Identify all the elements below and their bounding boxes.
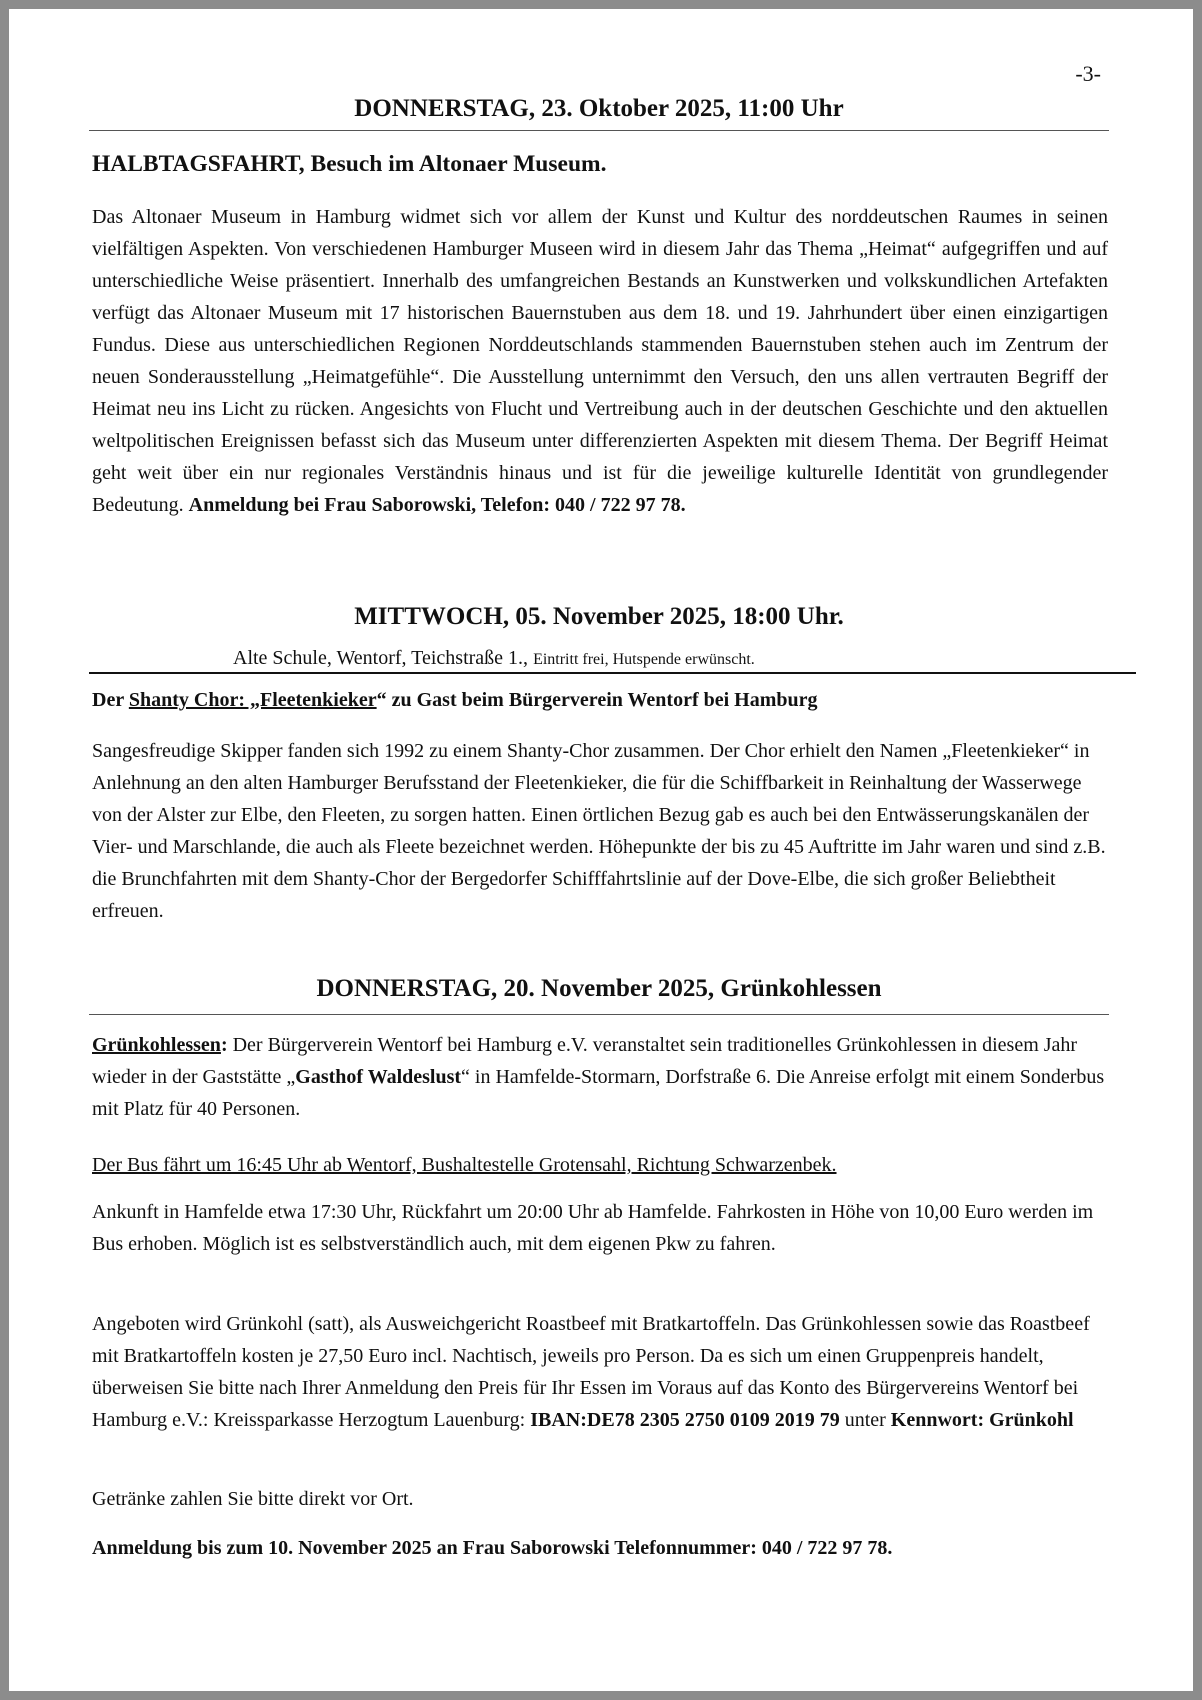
- event3-offer-text: Angeboten wird Grünkohl (satt), als Ausweichgericht Roastbeef mit Bratkartoffeln. Das Grünkohlessen sowie das Roastbeef mit Bratkartoffeln kosten je 27,50 Euro incl. Nachtisch, jeweils pro Person. Da es sich um einen Gruppenpreis handelt, überweisen Sie bitte nach Ihrer Anmeldung den Preis für Ihr Essen im Voraus auf das Konto des Bürgervereins Wentorf bei Hamburg e.V.: Kreissparkasse Herzogtum Lauenburg:: [92, 1313, 1090, 1431]
- event3-intro-colon: :: [220, 1034, 228, 1056]
- event2-title-choir: Shanty Chor: „Fleetenkieker: [128, 689, 377, 711]
- event1-registration: Anmeldung bei Frau Saborowski, Telefon: 040 / 722 97 78.: [188, 494, 686, 516]
- event3-iban: IBAN:DE78 2305 2750 0109 2019 79: [530, 1409, 840, 1431]
- event2-title-suffix: “ zu Gast beim Bürgerverein Wentorf bei Hamburg: [376, 689, 818, 711]
- event3-intro-label: Grünkohlessen: [92, 1034, 221, 1056]
- event3-offer: [92, 1308, 1108, 1436]
- event3-intro-text1: Der Bürgerverein Wentorf bei Hamburg e.V. veranstaltet sein traditionelles Grünkohlessen in diesem Jahr wieder in der Gaststätte „: [92, 1034, 1078, 1088]
- page-number: -3-: [1075, 61, 1101, 86]
- event1-body: [92, 201, 1108, 521]
- event2-body: Sangesfreudige Skipper fanden sich 1992 zu einem Shanty-Chor zusammen. Der Chor erhielt den Namen „Fleetenkieker“ in Anlehnung an den alten Hamburger Berufsstand der Fleetenkieker, die für die Schiffbarkeit in Reinhaltung der Wasserwege von der Alster zur Elbe, den Fleeten, zu sorgen hatten. Einen örtlichen Bezug gab es auch bei den Entwässerungskanälen der Vier- und Marschlande, die auch als Fleete bezeichnet werden. Höhepunkte der bis zu 45 Auftritte im Jahr waren und sind z.B. die Brunchfahrten mit dem Shanty-Chor der Bergedorfer Schifffahrtslinie auf der Dove-Elbe, die sich großer Beliebtheit erfreuen.: [92, 740, 1106, 922]
- event1-heading-rule: [89, 130, 1109, 131]
- event3-venue-name: Gasthof Waldeslust: [295, 1066, 462, 1088]
- event3-registration-text: Anmeldung bis zum 10. November 2025 an Frau Saborowski Telefonnummer: 040 / 722 97 78.: [92, 1537, 893, 1559]
- event3-bus-line: [92, 1149, 1108, 1181]
- event2-title-prefix: Der: [92, 689, 124, 711]
- event3-arrival: Ankunft in Hamfelde etwa 17:30 Uhr, Rückfahrt um 20:00 Uhr ab Hamfelde. Fahrkosten in Höhe von 10,00 Euro werden im Bus erhoben. Möglich ist es selbstverständlich auch, mit dem eigenen Pkw zu fahren.: [92, 1201, 1094, 1255]
- event1-date-heading: DONNERSTAG, 23. Oktober 2025, 11:00 Uhr: [354, 95, 844, 122]
- event3-bus-line-text: Der Bus fährt um 16:45 Uhr ab Wentorf, Bushaltestelle Grotensahl, Richtung Schwarzenbek.: [92, 1154, 837, 1176]
- event2-heading-rule: [89, 672, 1136, 674]
- event2-venue: [233, 647, 755, 670]
- event2-venue-address: Alte Schule, Wentorf, Teichstraße 1.,: [233, 647, 529, 669]
- event2-date-heading: MITTWOCH, 05. November 2025, 18:00 Uhr.: [354, 603, 844, 630]
- document-page: [9, 9, 1193, 1691]
- event3-heading-rule: [89, 1014, 1109, 1015]
- event3-registration: [92, 1532, 1108, 1564]
- event3-intro-text2: “ in Hamfelde-Stormarn, Dorfstraße 6. Die Anreise erfolgt mit einem Sonderbus mit Platz für 40 Personen.: [92, 1066, 1105, 1120]
- event1-body-text: Das Altonaer Museum in Hamburg widmet sich vor allem der Kunst und Kultur des norddeutschen Raumes in seinen vielfältigen Aspekten. Von verschiedenen Hamburger Museen wird in diesem Jahr das Thema „Heimat“ aufgegriffen und auf unterschiedliche Weise präsentiert. Innerhalb des umfangreichen Bestands an Kunstwerken und volkskundlichen Artefakten verfügt das Altonaer Museum mit 17 historischen Bauernstuben aus dem 18. und 19. Jahrhundert über einen einzigartigen Fundus. Diese aus unterschiedlichen Regionen Norddeutschlands stammenden Bauernstuben stehen auch im Zentrum der neuen Sonderausstellung „Heimatgefühle“. Die Ausstellung unternimmt den Versuch, den uns allen vertrauten Begriff der Heimat neu ins Licht zu rücken. Angesichts von Flucht und Vertreibung auch in der deutschen Geschichte und den aktuellen weltpolitischen Ereignissen befasst sich das Museum unter differenzierten Aspekten mit diesem Thema. Der Begriff Heimat geht weit über ein nur regionales Verständnis hinaus und ist für die jeweilige kulturelle Identität von grundlegender Bedeutung.: [92, 206, 1108, 516]
- event3-drinks: Getränke zahlen Sie bitte direkt vor Ort.: [92, 1488, 414, 1510]
- event3-keyword: Kennwort: Grünkohl: [890, 1409, 1074, 1431]
- event3-date-heading: DONNERSTAG, 20. November 2025, Grünkohlessen: [316, 975, 882, 1002]
- event3-intro: [92, 1029, 1108, 1125]
- event1-title: HALBTAGSFAHRT, Besuch im Altonaer Museum.: [92, 151, 607, 177]
- event3-offer-unter: unter: [839, 1409, 891, 1431]
- event2-title: [92, 689, 818, 712]
- event2-venue-note: Eintritt frei, Hutspende erwünscht.: [533, 651, 755, 668]
